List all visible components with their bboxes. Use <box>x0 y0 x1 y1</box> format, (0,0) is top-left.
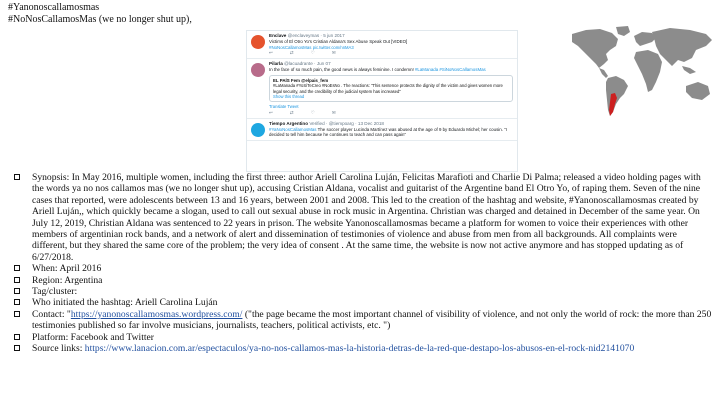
continents <box>572 26 712 116</box>
source-link[interactable]: https://www.lanacion.com.ar/espectaculos/ya-no-nos-callamos-mas-la-historia-detras-de-la-red-que-destapo-los-abusos-en-el-rock-nid2141070 <box>84 343 635 355</box>
enclave-avatar <box>251 35 265 49</box>
tweets-screenshot <box>246 30 518 172</box>
hashtag-secondary: #NoNosCallamosMas (we no longer shut up), <box>8 14 192 25</box>
synopsis-text: Synopsis: In May 2016, multiple women, including the first three: author Ariell Carolina Luján, Felicitas Marafioti and Charlie Di Palma; released a video holding pages with the words ya no nos callamos mas (we no longer shut up), accusing Cristian Aldana, vocalist and guitarist of the Argentine band El Otro Yo, of raping them. Seven of the nine cases that reported, were adolescents between 13 and 16 years, between 2001 and 2008. This led to the creation of the hashtag and website, #Yanonoscallamosmas created by Ariell Luján,, which quickly became a slogan, used to call out sexual abuse in rock music in Argentina. Christian was charged and detained in December of the same year. On July 12, 2019, Christian Aldana was sentenced to 22 years in prison. The website Yanonoscallamosmas became a platform for women to voice their experiences with other members of argentinian rock bands, and a network of alert and dissemination of testimonies of violence and abuse from men from all backgrounds. All complaints were different, but they shared the same core of the problem; the very idea of consent . At the same time, the website is now not active anymore and has stopped updating as of 6/27/2018. <box>32 172 701 263</box>
checkbox-bullet-icon <box>14 334 20 340</box>
tweet-body: In the face of so much pain, the good news is always feminine. I condemn! <box>269 67 414 73</box>
pilarla-avatar <box>251 63 265 77</box>
hashtag-header <box>8 2 192 26</box>
tweet-meta: Verified · @tiempoarg · 13 Dec 2018 <box>309 120 384 126</box>
tweet-text: Victims of El Otro Yo's Cristian Aldana's Sex Abuse Speak Out [VIDEO] <box>269 39 408 44</box>
world-map <box>566 24 716 128</box>
africa <box>634 50 662 92</box>
contact-link[interactable]: https://yanonoscallamosmas.wordpress.com/ <box>70 308 243 320</box>
tweet-meta: @enclaveymas · 5 jun 2017 <box>287 33 345 38</box>
tweet-meta: @lacuadrante · Jun 07 <box>284 61 331 67</box>
source-prefix: Source links: <box>32 343 85 355</box>
hashtag-primary: #Yanonoscallamosmas <box>8 2 100 13</box>
checkbox-bullet-icon <box>14 277 20 283</box>
region-item <box>14 275 714 286</box>
tweet-body: The soccer player Lucinda Martínez was abused at the age of 9 by Eduardo Michel; her cousin. "I decided to tell him because he continues to teach and can pass again" <box>269 126 507 138</box>
australia <box>686 82 710 100</box>
southeast-asia <box>682 66 696 74</box>
tweet-link: pic.twitter.com/nnMA3 <box>312 44 354 50</box>
quoted-tweet <box>269 75 513 102</box>
tweet-hashtag: #YaNoNosCallamosMas <box>269 126 317 132</box>
north-america <box>572 29 618 68</box>
tweet-text <box>269 127 513 138</box>
tweet-pilarla <box>247 59 517 118</box>
initiator-text: Who initiated the hashtag: Ariell Carolina Luján <box>32 297 218 309</box>
tag-text: Tag/cluster: <box>32 286 78 298</box>
platform-item <box>14 332 714 343</box>
checkbox-bullet-icon <box>14 174 20 180</box>
tweet-hashtag: #LaManada #SiNoNosCallamosMas <box>414 67 486 73</box>
tweet-author: Tiempo Argentino <box>269 120 309 126</box>
platform-text: Platform: Facebook and Twitter <box>32 331 154 343</box>
tweet-author: Enclave <box>269 33 287 38</box>
contact-item <box>14 309 714 332</box>
quoted-tweet-text: #LaManada #YoSíTeCreo #NoEsNo . The reactions: "This sentence protects the dignity of the victim and gives women more legal security, and the credibility of the judicial system has increased" <box>273 83 503 94</box>
checkbox-bullet-icon <box>14 265 20 271</box>
tweet-hashtag: #NoNosCallamosMas <box>269 44 312 50</box>
tweet-author: Pilarla <box>269 61 283 67</box>
checkbox-bullet-icon <box>14 345 20 351</box>
when-text: When: April 2016 <box>32 263 102 275</box>
central-america <box>599 68 608 78</box>
contact-prefix: Contact: " <box>32 308 71 320</box>
when-item <box>14 263 714 274</box>
translate-tweet-link: Translate Tweet <box>269 103 299 109</box>
checkbox-bullet-icon <box>14 288 20 294</box>
synopsis-item <box>14 172 714 263</box>
checkbox-bullet-icon <box>14 311 20 317</box>
tag-item <box>14 286 714 297</box>
tweet-actions: ↩ ⇄ ♡ ✉ <box>269 109 344 115</box>
tweet-text <box>269 67 513 73</box>
tweet-enclave <box>247 31 517 59</box>
contact-note: ("the page became the most important channel of visibility of violence, and not only the world of rock: the more than 250 testimonies published so far involve musicians, journalists, teachers, political activists, etc. ") <box>32 308 712 332</box>
info-list <box>14 172 714 355</box>
tiempo-avatar <box>251 123 265 137</box>
tweet-tiempo-argentino <box>247 119 517 141</box>
greenland <box>616 26 630 36</box>
show-thread-link: Show this thread <box>273 93 305 99</box>
checkbox-bullet-icon <box>14 299 20 305</box>
initiator-item <box>14 297 714 308</box>
region-text: Region: Argentina <box>32 274 103 286</box>
quoted-tweet-header: EL PAÍS Fem @elpais_fem <box>273 77 329 83</box>
source-item <box>14 343 714 354</box>
tweet-actions: ↩ ⇄ ♡ ✉ <box>269 50 344 56</box>
